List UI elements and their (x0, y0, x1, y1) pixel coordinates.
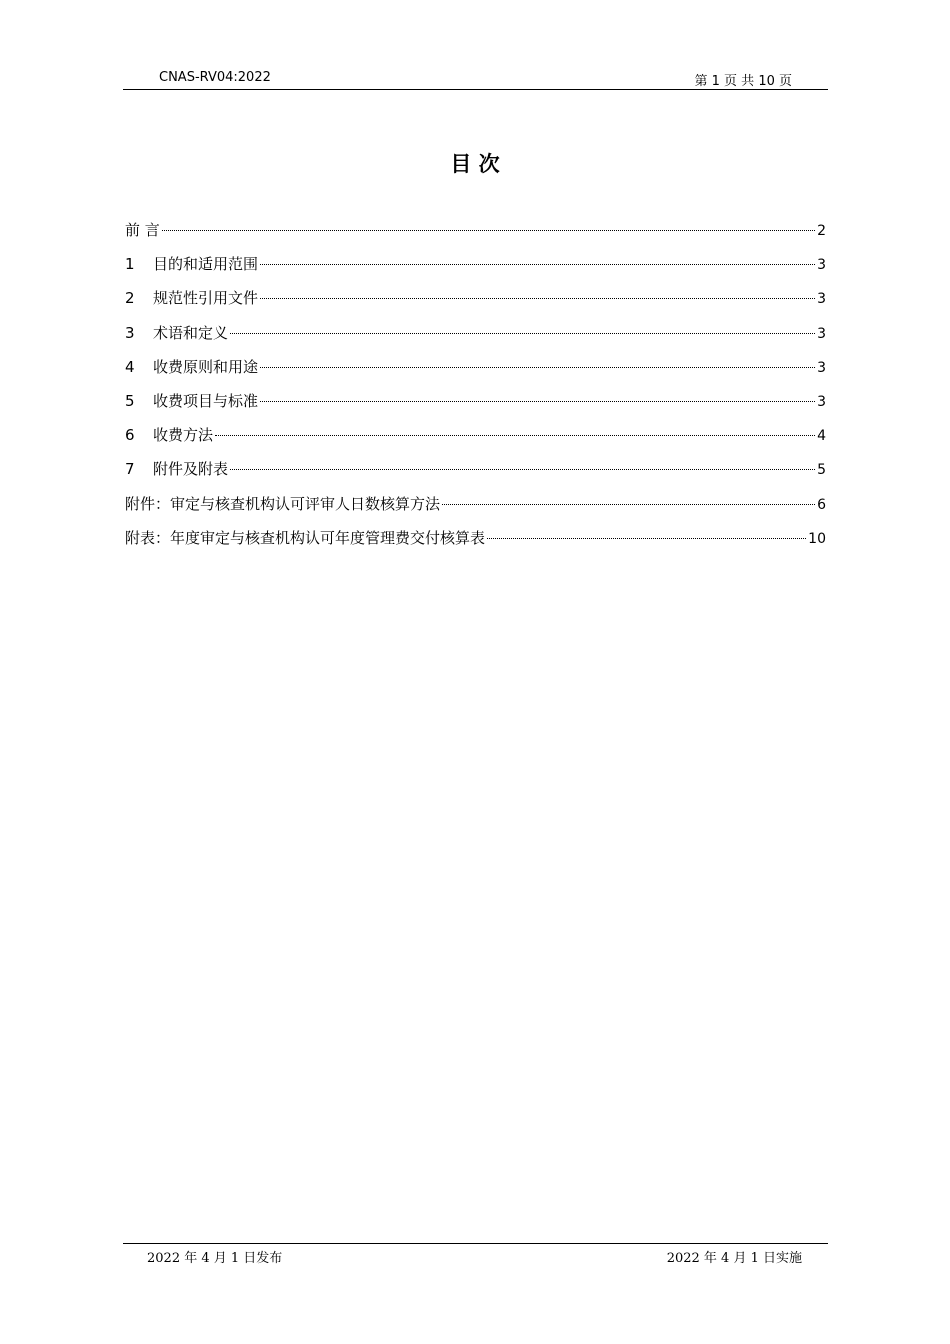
toc-entry-preface[interactable] (125, 218, 826, 252)
toc-entry-text: 附件：审定与核查机构认可评审人日数核算方法 (125, 494, 441, 513)
toc-leader (487, 538, 806, 539)
table-of-contents (125, 218, 826, 560)
toc-leader (230, 333, 815, 334)
toc-entry-schedule[interactable] (125, 526, 826, 560)
toc-leader (230, 469, 815, 470)
toc-entry-text: 附件及附表 (153, 460, 229, 479)
toc-entry-5[interactable] (125, 389, 826, 423)
page-header (123, 68, 828, 90)
toc-entry-number: 3 (125, 323, 135, 342)
toc-entry-number: 5 (125, 391, 135, 410)
toc-entry-number: 6 (125, 426, 135, 445)
toc-entry-number: 4 (125, 357, 135, 376)
toc-entry-page: 3 (817, 359, 826, 376)
toc-entry-text: 术语和定义 (153, 323, 229, 342)
toc-entry-text: 收费原则和用途 (153, 357, 259, 376)
toc-leader (442, 504, 815, 505)
toc-entry-2[interactable] (125, 286, 826, 320)
toc-entry-page: 2 (817, 223, 826, 239)
toc-entry-4[interactable] (125, 355, 826, 389)
toc-entry-page: 3 (817, 257, 826, 274)
toc-entry-page: 3 (817, 325, 826, 342)
toc-entry-number: 2 (125, 289, 135, 308)
toc-entry-text: 附表：年度审定与核查机构认可年度管理费交付核算表 (125, 528, 486, 547)
issue-date: 2022 年 4 月 1 日发布 (147, 1251, 283, 1266)
toc-entry-page: 10 (808, 530, 826, 547)
effective-date: 2022 年 4 月 1 日实施 (666, 1251, 802, 1266)
toc-entry-text: 规范性引用文件 (153, 289, 259, 308)
toc-entry-number: 1 (125, 255, 135, 274)
toc-leader (260, 401, 815, 402)
toc-entry-text: 前 言 (125, 221, 160, 239)
toc-entry-7[interactable] (125, 457, 826, 491)
toc-title: 目 次 (450, 152, 500, 176)
toc-entry-text: 收费方法 (153, 426, 214, 445)
toc-entry-1[interactable] (125, 252, 826, 286)
toc-entry-page: 5 (817, 462, 826, 479)
toc-leader (215, 435, 815, 436)
page-footer (123, 1243, 828, 1268)
toc-entry-page: 3 (817, 393, 826, 410)
toc-leader (260, 264, 815, 265)
toc-entry-page: 4 (817, 428, 826, 445)
toc-leader (260, 367, 815, 368)
toc-entry-number: 7 (125, 460, 135, 479)
document-code: CNAS-RV04:2022 (159, 70, 271, 85)
toc-entry-text: 收费项目与标准 (153, 391, 259, 410)
toc-entry-annex[interactable] (125, 492, 826, 526)
toc-entry-page: 3 (817, 291, 826, 308)
toc-entry-page: 6 (817, 496, 826, 513)
toc-entry-3[interactable] (125, 321, 826, 355)
toc-leader (260, 298, 815, 299)
toc-entry-text: 目的和适用范围 (153, 255, 259, 274)
toc-leader (162, 230, 815, 231)
toc-entry-6[interactable] (125, 423, 826, 457)
page-number-info: 第 1 页 共 10 页 (694, 74, 792, 89)
